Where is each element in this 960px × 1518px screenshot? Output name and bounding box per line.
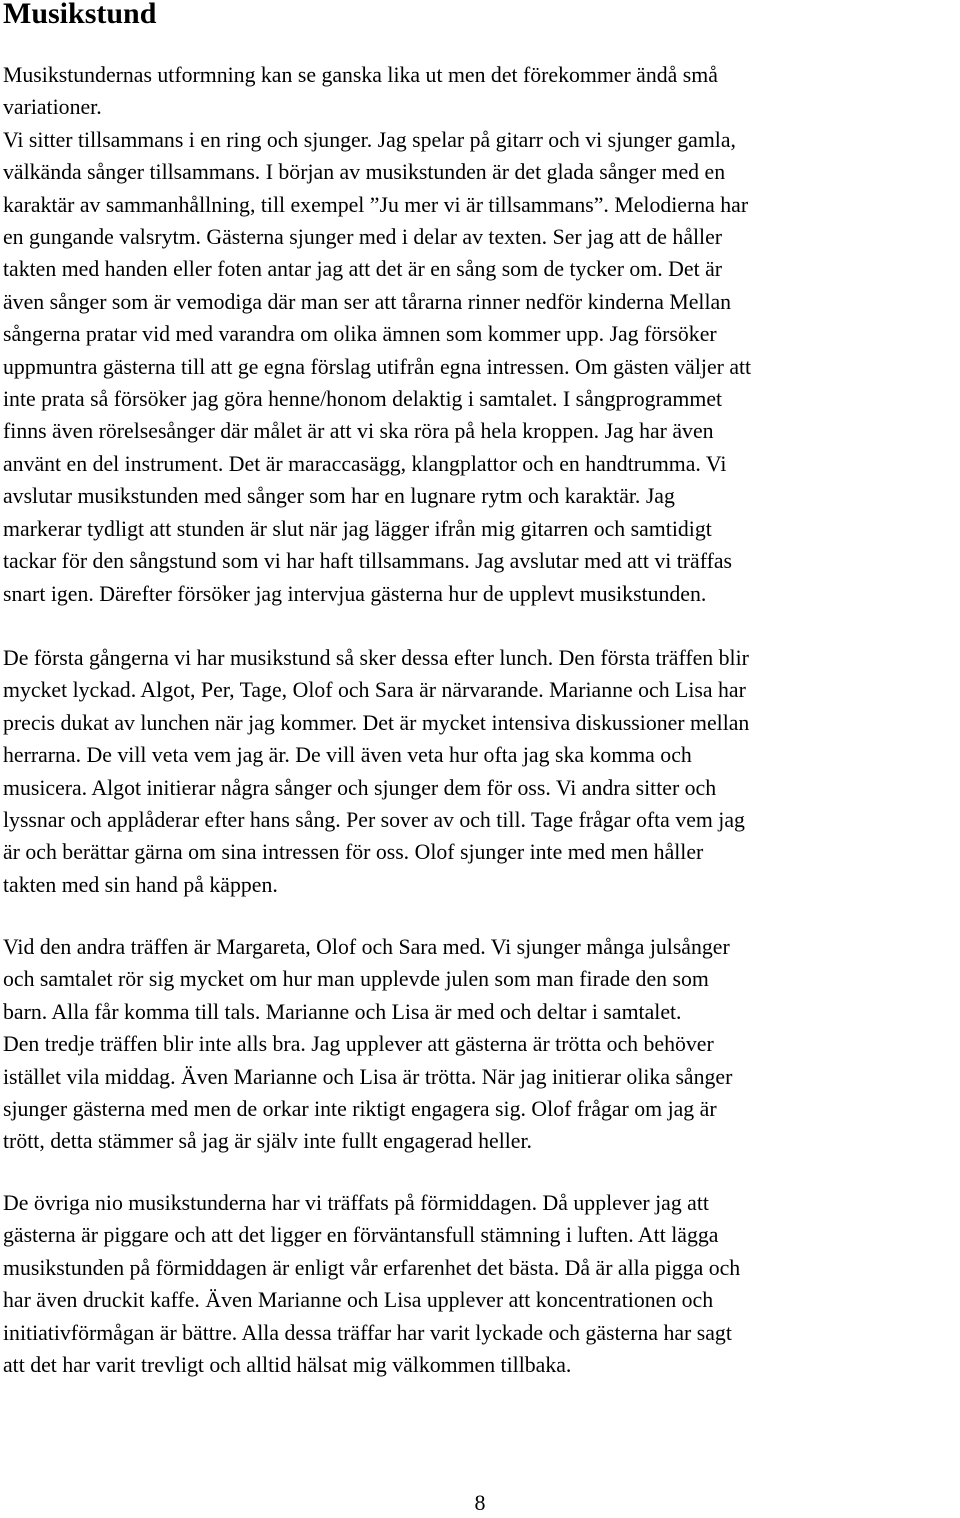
paragraph-first-meetings [3,642,960,901]
text-line: istället vila middag. Även Marianne och Lisa är trötta. När jag initierar olika sånger [3,1064,733,1089]
page-title: Musikstund [3,0,157,30]
text-line: lyssnar och applåderar efter hans sång. Per sover av och till. Tage frågar ofta vem jag [3,808,745,833]
text-line: De första gångerna vi har musikstund så sker dessa efter lunch. Den första träffen blir [3,646,749,670]
paragraph-second-third-meeting [3,931,960,1158]
text-line: välkända sånger tillsammans. I början av musikstunden är det glada sånger med en [3,160,726,185]
text-line: att det har varit trevligt och alltid hälsat mig välkommen tillbaka. [3,1353,572,1378]
text-line: musicera. Algot initierar några sånger och sjunger dem för oss. Vi andra sitter och [3,775,717,800]
text-line: tackar för den sångstund som vi har haft tillsammans. Jag avslutar med att vi träffas [3,549,732,574]
text-line: Vid den andra träffen är Margareta, Olof och Sara med. Vi sjunger många julsånger [3,935,730,959]
text-line: inte prata så försöker jag göra henne/honom delaktig i samtalet. I sångprogrammet [3,387,723,412]
text-line: sjunger gästerna med men de orkar inte riktigt engagera sig. Olof frågar om jag är [3,1097,717,1122]
text-line: mycket lyckad. Algot, Per, Tage, Olof och Sara är närvarande. Marianne och Lisa har [3,678,746,703]
text-line: är och berättar gärna om sina intressen för oss. Olof sjunger inte med men håller [3,840,704,865]
text-line: De övriga nio musikstunderna har vi träffats på förmiddagen. Då upplever jag att [3,1191,709,1215]
text-line: uppmuntra gästerna till att ge egna förslag utifrån egna intressen. Om gästen väljer att [3,354,752,379]
paragraph-morning-sessions [3,1187,960,1381]
text-line: finns även rörelsesånger där målet är att vi ska röra på hela kroppen. Jag har även [3,419,714,444]
text-line: precis dukat av lunchen när jag kommer. Det är mycket intensiva diskussioner mellan [3,710,750,735]
text-line: trött, detta stämmer så jag är själv inte fullt engagerad heller. [3,1129,532,1154]
text-line: har även druckit kaffe. Även Marianne och Lisa upplever att koncentrationen och [3,1288,714,1313]
text-line: gästerna är piggare och att det ligger en förväntansfull stämning i luften. Att lägga [3,1223,719,1248]
text-line: takten med sin hand på käppen. [3,872,278,897]
text-line: Den tredje träffen blir inte alls bra. Jag upplever att gästerna är trötta och behöver [3,1032,714,1057]
text-line: avslutar musikstunden med sånger som har en lugnare rytm och karaktär. Jag [3,484,675,509]
text-line: initiativförmågan är bättre. Alla dessa träffar har varit lyckade och gästerna har sagt [3,1320,732,1345]
text-line: variationer. [3,95,102,120]
text-line: herrarna. De vill veta vem jag är. De vill även veta hur ofta jag ska komma och [3,743,692,768]
text-line: barn. Alla får komma till tals. Marianne och Lisa är med och deltar i samtalet. [3,999,682,1024]
text-line: och samtalet rör sig mycket om hur man upplevde julen som man firade den som [3,967,709,992]
text-line: markerar tydligt att stunden är slut när jag lägger ifrån mig gitarren och samtidigt [3,516,712,541]
text-line: Musikstundernas utformning kan se ganska lika ut men det förekommer ändå små [3,63,718,87]
text-line: sångerna pratar vid med varandra om olika ämnen som kommer upp. Jag försöker [3,322,717,347]
text-line: använt en del instrument. Det är maraccasägg, klangplattor och en handtrumma. Vi [3,451,727,476]
paragraph-musikstund-format [3,59,960,610]
text-line: Vi sitter tillsammans i en ring och sjunger. Jag spelar på gitarr och vi sjunger gamla, [3,127,736,152]
text-line: takten med handen eller foten antar jag att det är en sång som de tycker om. Det är [3,257,723,282]
text-line: karaktär av sammanhållning, till exempel ”Ju mer vi är tillsammans”. Melodierna har [3,192,749,217]
page-number: 8 [474,1490,486,1515]
text-line: musikstunden på förmiddagen är enligt vår erfarenhet det bästa. Då är alla pigga och [3,1255,741,1280]
text-line: en gungande valsrytm. Gästerna sjunger med i delar av texten. Ser jag att de håller [3,225,723,250]
text-line: snart igen. Därefter försöker jag intervjua gästerna hur de upplevt musikstunden. [3,581,707,606]
text-line: även sånger som är vemodiga där man ser att tårarna rinner nedför kinderna Mellan [3,289,732,314]
